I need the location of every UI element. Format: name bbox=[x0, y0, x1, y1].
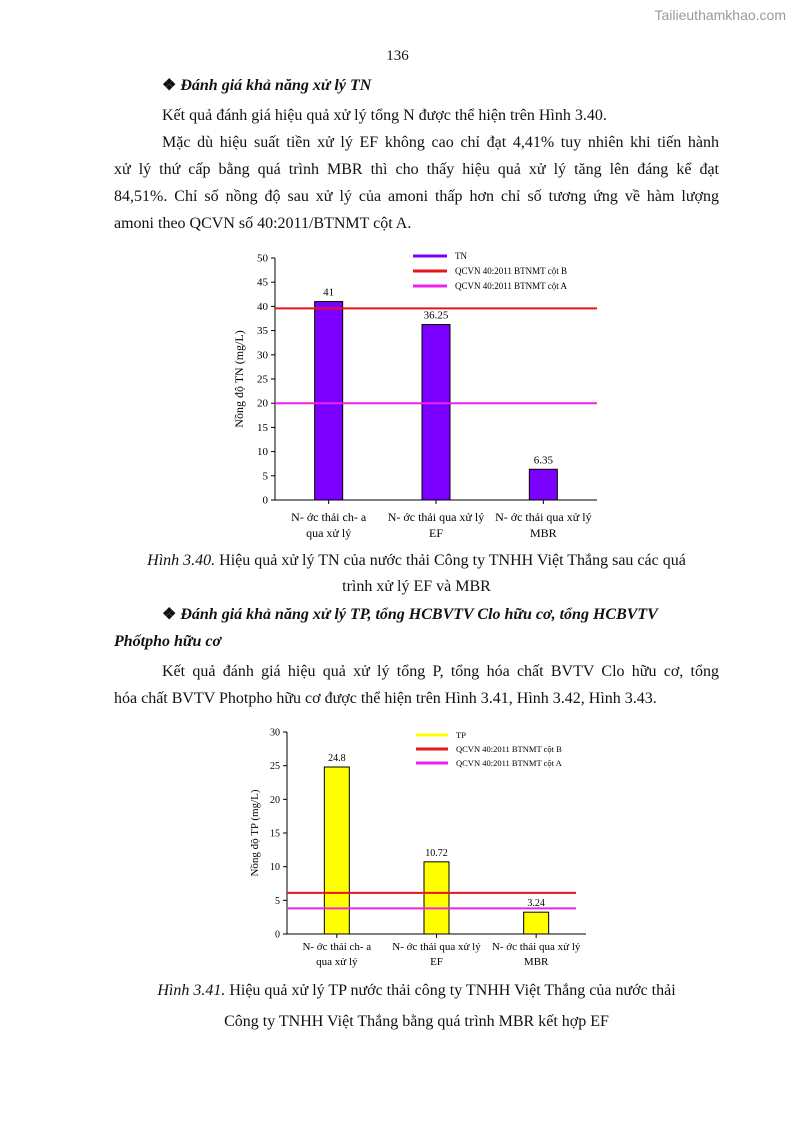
y-tick-label: 40 bbox=[257, 300, 268, 313]
x-tick-label: EF bbox=[428, 526, 444, 540]
bar bbox=[529, 469, 557, 500]
y-tick-label: 20 bbox=[270, 794, 280, 806]
figure-label: Hình 3.40. bbox=[147, 552, 216, 569]
paragraph-line: amoni theo QCVN số 40:2011/BTNMT cột A. bbox=[114, 215, 412, 232]
bar bbox=[424, 862, 449, 934]
legend-label: TP bbox=[456, 730, 466, 740]
x-tick-label: N- ớc thải qua xử lý bbox=[392, 941, 481, 953]
bullet-icon: ❖ bbox=[162, 77, 177, 94]
paragraph: Kết quả đánh giá hiệu quả xử lý tổng N được thể hiện trên Hình 3.40. bbox=[162, 107, 607, 124]
y-tick-label: 25 bbox=[270, 761, 280, 773]
x-tick-label: N- ớc thải qua xử lý bbox=[491, 941, 581, 953]
y-axis-label: Nồng độ TP (mg/L) bbox=[249, 789, 261, 877]
figure-label: Hình 3.41. bbox=[157, 982, 226, 999]
section-heading-text: Đánh giá khả năng xử lý TP, tổng HCBVTV Clo hữu cơ, tổng HCBVTV bbox=[180, 606, 658, 623]
paragraph-line: 84,51%. Chỉ số nồng độ sau xử lý của amoni thấp hơn chỉ số tương ứng về hàm lượng bbox=[114, 188, 719, 205]
x-tick-label: qua xử lý bbox=[316, 956, 358, 968]
figure-caption-text: Hiệu quả xử lý TP nước thải công ty TNHH Việt Thắng của nước thải bbox=[225, 982, 676, 999]
bar-value-label: 10.72 bbox=[425, 847, 448, 859]
paragraph-line: xử lý thứ cấp bằng quá trình MBR thì cho thấy hiệu quả xử lý tăng lên đáng kể đạt bbox=[114, 161, 719, 178]
section-heading-tp bbox=[162, 601, 719, 628]
bar-value-label: 41 bbox=[323, 286, 335, 299]
bar-value-label: 24.8 bbox=[328, 753, 346, 765]
bar bbox=[524, 912, 549, 934]
legend-label: QCVN 40:2011 BTNMT cột B bbox=[455, 266, 568, 276]
y-tick-label: 30 bbox=[270, 727, 280, 739]
y-tick-label: 10 bbox=[270, 862, 280, 874]
y-tick-label: 15 bbox=[270, 828, 280, 840]
y-tick-label: 5 bbox=[275, 895, 280, 907]
figure-caption bbox=[114, 978, 719, 1004]
legend-label: QCVN 40:2011 BTNMT cột A bbox=[456, 758, 562, 768]
bar-value-label: 36.25 bbox=[423, 309, 449, 322]
x-tick-label: N- ớc thải qua xử lý bbox=[387, 510, 485, 524]
bar bbox=[315, 302, 343, 500]
bar bbox=[422, 325, 450, 500]
x-tick-label: EF bbox=[430, 956, 443, 968]
y-tick-label: 0 bbox=[262, 494, 268, 507]
y-tick-label: 0 bbox=[275, 929, 280, 941]
figure-caption-line2: Công ty TNHH Việt Thắng bằng quá trình MBR kết hợp EF bbox=[224, 1013, 609, 1030]
y-tick-label: 45 bbox=[257, 276, 268, 289]
figure-caption-line2: trình xử lý EF và MBR bbox=[342, 578, 491, 595]
legend-label: TN bbox=[455, 251, 467, 261]
y-tick-label: 5 bbox=[262, 470, 268, 483]
watermark: Tailieuthamkhao.com bbox=[654, 7, 786, 23]
y-tick-label: 20 bbox=[257, 397, 268, 410]
paragraph-line: hóa chất BVTV Photpho hữu cơ được thể hiện trên Hình 3.41, Hình 3.42, Hình 3.43. bbox=[114, 690, 657, 707]
figure-caption-text: Hiệu quả xử lý TN của nước thải Công ty TNHH Việt Thắng sau các quá bbox=[215, 552, 686, 569]
chart-tp bbox=[240, 720, 610, 970]
bullet-icon: ❖ bbox=[162, 606, 177, 623]
bar-value-label: 3.24 bbox=[527, 898, 545, 910]
y-tick-label: 15 bbox=[257, 421, 268, 434]
y-tick-label: 10 bbox=[257, 446, 268, 459]
x-tick-label: MBR bbox=[523, 956, 549, 968]
figure-caption bbox=[114, 548, 719, 574]
y-tick-label: 50 bbox=[257, 252, 268, 265]
legend-label: QCVN 40:2011 BTNMT cột A bbox=[455, 281, 568, 291]
section-heading-line2: Phốtpho hữu cơ bbox=[114, 633, 222, 650]
x-tick-label: N- ớc thải qua xử lý bbox=[495, 510, 592, 524]
bar-value-label: 6.35 bbox=[533, 454, 553, 467]
x-tick-label: N- ớc thải ch- a bbox=[302, 941, 372, 953]
x-tick-label: qua xử lý bbox=[306, 526, 352, 540]
legend-label: QCVN 40:2011 BTNMT cột B bbox=[456, 744, 562, 754]
chart-tn bbox=[220, 246, 620, 546]
y-tick-label: 30 bbox=[257, 349, 268, 362]
x-tick-label: N- ớc thải ch- a bbox=[291, 510, 367, 524]
paragraph-line: Mặc dù hiệu suất tiền xử lý EF không cao chỉ đạt 4,41% tuy nhiên khi tiến hành bbox=[162, 134, 719, 151]
x-tick-label: MBR bbox=[529, 526, 557, 540]
page-number: 136 bbox=[386, 48, 409, 64]
y-tick-label: 35 bbox=[257, 325, 268, 338]
paragraph-line: Kết quả đánh giá hiệu quả xử lý tổng P, tổng hóa chất BVTV Clo hữu cơ, tổng bbox=[162, 663, 719, 680]
y-axis-label: Nồng độ TN (mg/L) bbox=[232, 330, 246, 428]
section-heading-tn bbox=[162, 72, 719, 99]
section-heading-text: Đánh giá khả năng xử lý TN bbox=[180, 77, 372, 94]
y-tick-label: 25 bbox=[257, 373, 268, 386]
